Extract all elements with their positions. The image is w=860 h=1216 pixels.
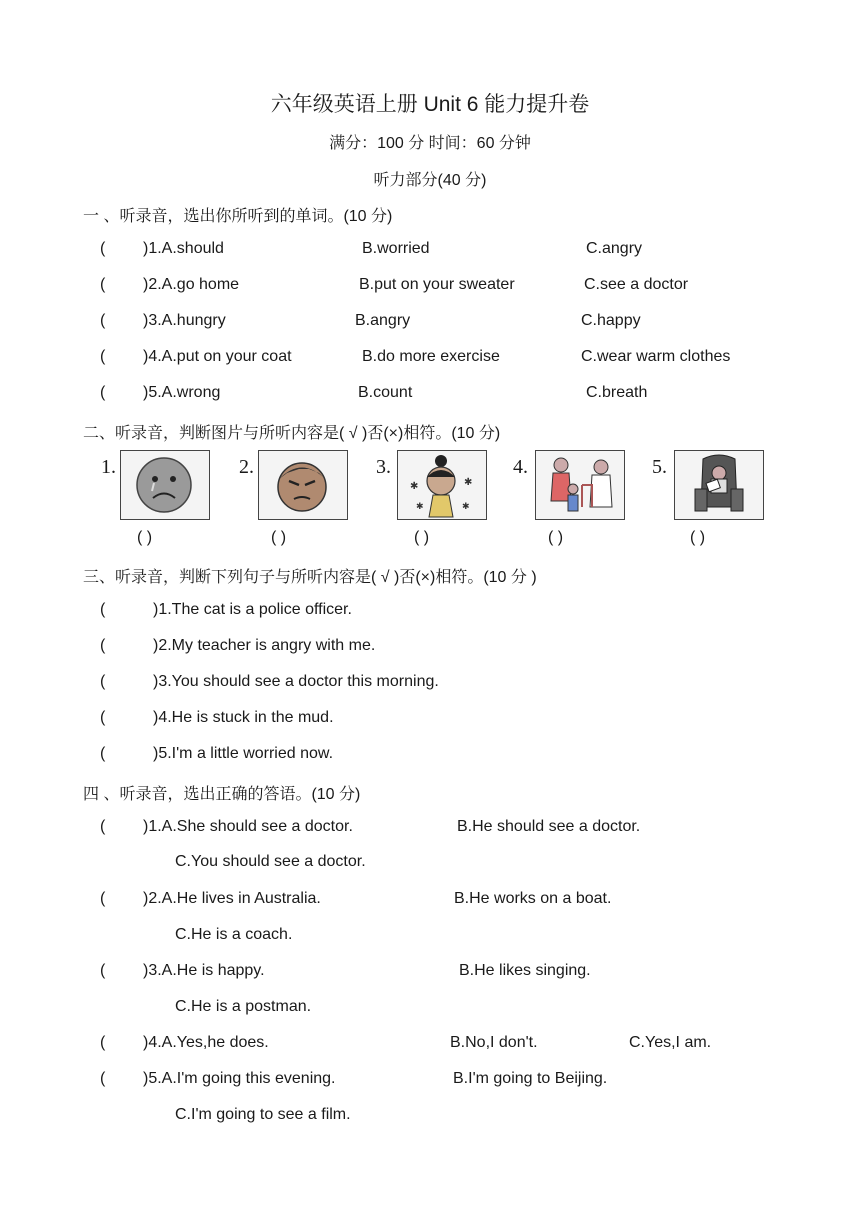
s3-statement-5: )5.I'm a little worried now. — [153, 745, 334, 762]
score-time-line: 满分：100 分 时间：60 分钟 — [329, 135, 531, 152]
section-1-heading: 一 、听录音，选出你所听到的单词。(10 分) — [83, 208, 393, 225]
s4-q3-option-a: )3.A.He is happy. — [143, 962, 265, 979]
s1-q3-option-a: )3.A.hungry — [143, 312, 226, 329]
picture-1-number: 1. — [101, 456, 116, 478]
angry-boy-icon — [258, 450, 348, 520]
answer-paren: ( — [100, 1034, 106, 1051]
s4-q4-option-a: )4.A.Yes,he does. — [143, 1034, 269, 1051]
svg-text:✱: ✱ — [416, 501, 424, 511]
s4-q1-option-b: B.He should see a doctor. — [457, 818, 641, 835]
s1-q3-option-b: B.angry — [355, 312, 411, 329]
s1-q5-option-c: C.breath — [586, 384, 648, 401]
s1-q4-option-a: )4.A.put on your coat — [143, 348, 292, 365]
s3-statement-1: )1.The cat is a police officer. — [153, 601, 352, 618]
section-2-heading: 二、听录音，判断图片与所听内容是( √ )否(×)相符。(10 分) — [83, 425, 501, 442]
s4-q3-option-b: B.He likes singing. — [459, 962, 591, 979]
svg-text:✱: ✱ — [464, 477, 473, 488]
s4-q1-option-a: )1.A.She should see a doctor. — [143, 818, 353, 835]
answer-paren: ( — [100, 276, 106, 293]
s1-q1-option-c: C.angry — [586, 240, 643, 257]
svg-text:✱: ✱ — [462, 501, 470, 511]
picture-4-number: 4. — [513, 456, 528, 478]
s4-q4-option-b: B.No,I don't. — [450, 1034, 538, 1051]
s1-q5-option-a: )5.A.wrong — [143, 384, 221, 401]
s1-q1-option-b: B.worried — [362, 240, 430, 257]
picture-2-answer-blank[interactable]: ( ) — [271, 529, 287, 546]
s4-q2-option-c: C.He is a coach. — [175, 926, 293, 943]
s3-statement-2: )2.My teacher is angry with me. — [153, 637, 376, 654]
s4-q4-option-c: C.Yes,I am. — [629, 1034, 712, 1051]
picture-5-answer-blank[interactable]: ( ) — [690, 529, 706, 546]
answer-paren: ( — [100, 745, 106, 762]
s3-statement-3: )3.You should see a doctor this morning. — [153, 673, 439, 690]
answer-paren: ( — [100, 890, 106, 907]
s1-q4-option-c: C.wear warm clothes — [581, 348, 731, 365]
s4-q1-option-c: C.You should see a doctor. — [175, 853, 366, 870]
s4-q2-option-a: )2.A.He lives in Australia. — [143, 890, 321, 907]
answer-paren: ( — [100, 818, 106, 835]
picture-5-number: 5. — [652, 456, 667, 478]
picture-3-number: 3. — [376, 456, 391, 478]
s1-q2-option-b: B.put on your sweater — [359, 276, 515, 293]
s1-q5-option-b: B.count — [358, 384, 413, 401]
s4-q5-option-a: )5.A.I'm going this evening. — [143, 1070, 336, 1087]
s3-statement-4: )4.He is stuck in the mud. — [153, 709, 334, 726]
part-title: 听力部分(40 分) — [373, 172, 487, 189]
svg-text:✱: ✱ — [410, 481, 419, 492]
answer-paren: ( — [100, 637, 106, 654]
s1-q2-option-c: C.see a doctor — [584, 276, 689, 293]
answer-paren: ( — [100, 962, 106, 979]
answer-paren: ( — [100, 348, 106, 365]
answer-paren: ( — [100, 673, 106, 690]
s1-q2-option-a: )2.A.go home — [143, 276, 240, 293]
picture-3-answer-blank[interactable]: ( ) — [414, 529, 430, 546]
answer-paren: ( — [100, 384, 106, 401]
answer-paren: ( — [100, 601, 106, 618]
answer-paren: ( — [100, 709, 106, 726]
s4-q3-option-c: C.He is a postman. — [175, 998, 312, 1015]
answer-paren: ( — [100, 1070, 106, 1087]
s4-q5-option-b: B.I'm going to Beijing. — [453, 1070, 608, 1087]
page-title: 六年级英语上册 Unit 6 能力提升卷 — [270, 93, 590, 116]
s4-q2-option-b: B.He works on a boat. — [454, 890, 612, 907]
picture-1-answer-blank[interactable]: ( ) — [137, 529, 153, 546]
section-4-heading: 四 、听录音，选出正确的答语。(10 分) — [83, 786, 361, 803]
picture-2-number: 2. — [239, 456, 254, 478]
answer-paren: ( — [100, 240, 106, 257]
section-3-heading: 三、听录音，判断下列句子与所听内容是( √ )否(×)相符。(10 分 ) — [83, 569, 537, 586]
reading-in-armchair-icon — [674, 450, 764, 520]
s4-q5-option-c: C.I'm going to see a film. — [175, 1106, 351, 1123]
picture-4-answer-blank[interactable]: ( ) — [548, 529, 564, 546]
s1-q4-option-b: B.do more exercise — [362, 348, 500, 365]
doctor-visit-icon — [535, 450, 625, 520]
dizzy-girl-icon — [397, 450, 487, 520]
sad-face-icon — [120, 450, 210, 520]
s1-q1-option-a: )1.A.should — [143, 240, 224, 257]
s1-q3-option-c: C.happy — [581, 312, 641, 329]
answer-paren: ( — [100, 312, 106, 329]
